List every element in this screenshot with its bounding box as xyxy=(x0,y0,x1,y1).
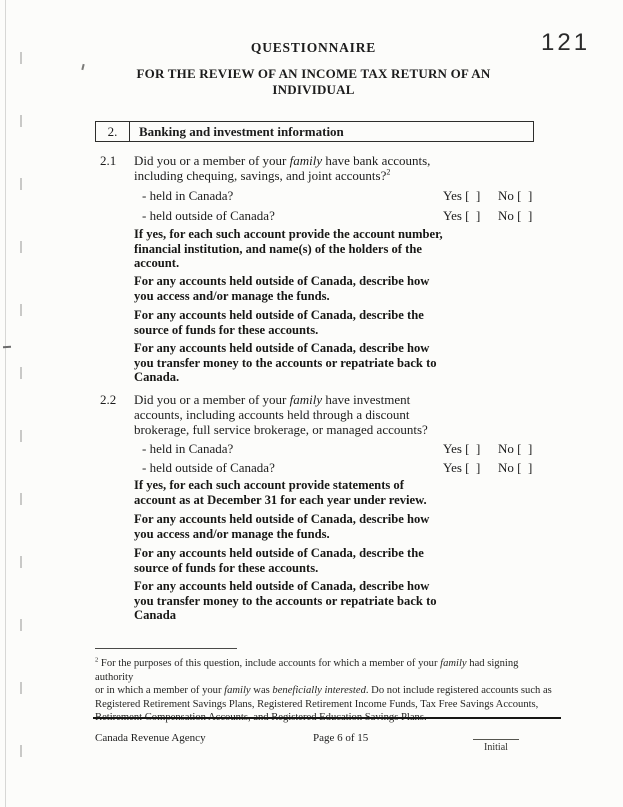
scan-speck xyxy=(3,346,11,349)
no-checkbox[interactable]: [ ] xyxy=(517,188,533,203)
no-option xyxy=(498,208,532,224)
no-label: No xyxy=(498,188,514,203)
question-2-2-number: 2.2 xyxy=(100,392,117,407)
footer-rule xyxy=(93,717,561,719)
instruction-paragraph xyxy=(134,227,464,271)
instruction-line: account as at December 31 for each year under review. xyxy=(134,492,427,507)
footnote-line: or in which a member of your family was beneficially interested. Do not include registered accounts such as xyxy=(95,685,552,696)
question-line: including chequing, savings, and joint accounts?$^2$ xyxy=(134,167,391,183)
yes-label: Yes xyxy=(443,441,462,456)
binding-marks xyxy=(20,52,22,782)
question-2-2-text xyxy=(134,392,454,437)
instruction-line: For any accounts held outside of Canada, describe how xyxy=(134,579,430,593)
instruction-paragraph xyxy=(134,546,464,575)
no-option xyxy=(498,188,532,204)
instruction-line: you transfer money to the accounts or repatriate back to xyxy=(134,593,437,608)
section-title: Banking and investment information xyxy=(139,123,344,139)
instruction-paragraph xyxy=(134,341,464,385)
yes-checkbox[interactable]: [ ] xyxy=(465,460,481,475)
no-option xyxy=(498,441,532,457)
yes-option xyxy=(443,460,480,476)
instruction-line: For any accounts held outside of Canada, describe how xyxy=(134,341,430,355)
question-line: accounts, including accounts held through a discount xyxy=(134,407,410,422)
instruction-line: you transfer money to the accounts or repatriate back to xyxy=(134,355,437,370)
initial-label: Initial xyxy=(484,742,508,753)
yes-option xyxy=(443,441,480,457)
yes-checkbox[interactable]: [ ] xyxy=(465,188,481,203)
scan-speck xyxy=(81,64,84,70)
question-line: brokerage, full service brokerage, or managed accounts? xyxy=(134,422,428,437)
subitem-held-in-canada xyxy=(0,441,623,457)
question-line: Did you or a member of your family have bank accounts, xyxy=(134,153,431,168)
instruction-paragraph xyxy=(134,478,464,507)
footnote-separator xyxy=(95,648,237,649)
yes-option xyxy=(443,188,480,204)
instruction-line: For any accounts held outside of Canada, describe the xyxy=(134,546,424,560)
instruction-paragraph xyxy=(134,274,464,303)
no-label: No xyxy=(498,441,514,456)
no-option xyxy=(498,460,532,476)
instruction-line: financial institution, and name(s) of the holders of the xyxy=(134,241,422,256)
page-stamp-number: 121 xyxy=(541,29,591,56)
yes-label: Yes xyxy=(443,208,462,223)
scan-edge-line xyxy=(5,0,6,807)
subitem-label: - held in Canada? xyxy=(142,441,234,456)
subitem-held-outside-canada xyxy=(0,208,623,224)
question-line: Did you or a member of your family have investment xyxy=(134,392,411,407)
instruction-line: Canada xyxy=(134,608,176,622)
yes-label: Yes xyxy=(443,460,462,475)
instruction-line: If yes, for each such account provide statements of xyxy=(134,478,404,492)
instruction-line: you access and/or manage the funds. xyxy=(134,288,330,303)
section-header-box xyxy=(95,121,534,142)
no-checkbox[interactable]: [ ] xyxy=(517,208,533,223)
document-subtitle: FOR THE REVIEW OF AN INCOME TAX RETURN OF AN INDIVIDUAL xyxy=(136,66,491,97)
question-2-1-text xyxy=(134,153,454,183)
instruction-paragraph xyxy=(134,579,464,623)
subitem-label: - held outside of Canada? xyxy=(142,208,275,223)
question-2-1-number: 2.1 xyxy=(100,153,117,168)
instruction-line: Canada. xyxy=(134,370,180,384)
subitem-held-outside-canada xyxy=(0,460,623,476)
no-checkbox[interactable]: [ ] xyxy=(517,441,533,456)
instruction-line: For any accounts held outside of Canada, describe the xyxy=(134,308,424,322)
instruction-line: For any accounts held outside of Canada, describe how xyxy=(134,512,430,526)
yes-checkbox[interactable]: [ ] xyxy=(465,441,481,456)
footnote-line: $^2$ For the purposes of this question, include accounts for which a member of your family had signing authority xyxy=(95,656,519,683)
no-checkbox[interactable]: [ ] xyxy=(517,460,533,475)
document-title: QUESTIONNAIRE xyxy=(250,40,377,55)
instruction-line: If yes, for each such account provide the account number, xyxy=(134,227,443,241)
instruction-line: source of funds for these accounts. xyxy=(134,560,319,575)
instruction-paragraph xyxy=(134,512,464,541)
yes-checkbox[interactable]: [ ] xyxy=(465,208,481,223)
footnote xyxy=(95,657,555,725)
instruction-line: you access and/or manage the funds. xyxy=(134,526,330,541)
footnote-line: Registered Retirement Savings Plans, Registered Retirement Income Funds, Tax Free Savings Accounts, xyxy=(95,698,539,710)
instruction-line: account. xyxy=(134,256,180,270)
subitem-held-in-canada xyxy=(0,188,623,204)
section-number: 2. xyxy=(96,122,130,141)
yes-label: Yes xyxy=(443,188,462,203)
yes-option xyxy=(443,208,480,224)
instruction-paragraph xyxy=(134,308,464,337)
no-label: No xyxy=(498,208,514,223)
initial-signature-line[interactable] xyxy=(473,739,519,740)
no-label: No xyxy=(498,460,514,475)
subitem-label: - held in Canada? xyxy=(142,188,234,203)
subitem-label: - held outside of Canada? xyxy=(142,460,275,475)
footer-page-number: Page 6 of 15 xyxy=(313,732,369,744)
instruction-line: source of funds for these accounts. xyxy=(134,322,319,337)
instruction-line: For any accounts held outside of Canada, describe how xyxy=(134,274,430,288)
footer-agency: Canada Revenue Agency xyxy=(95,732,206,744)
